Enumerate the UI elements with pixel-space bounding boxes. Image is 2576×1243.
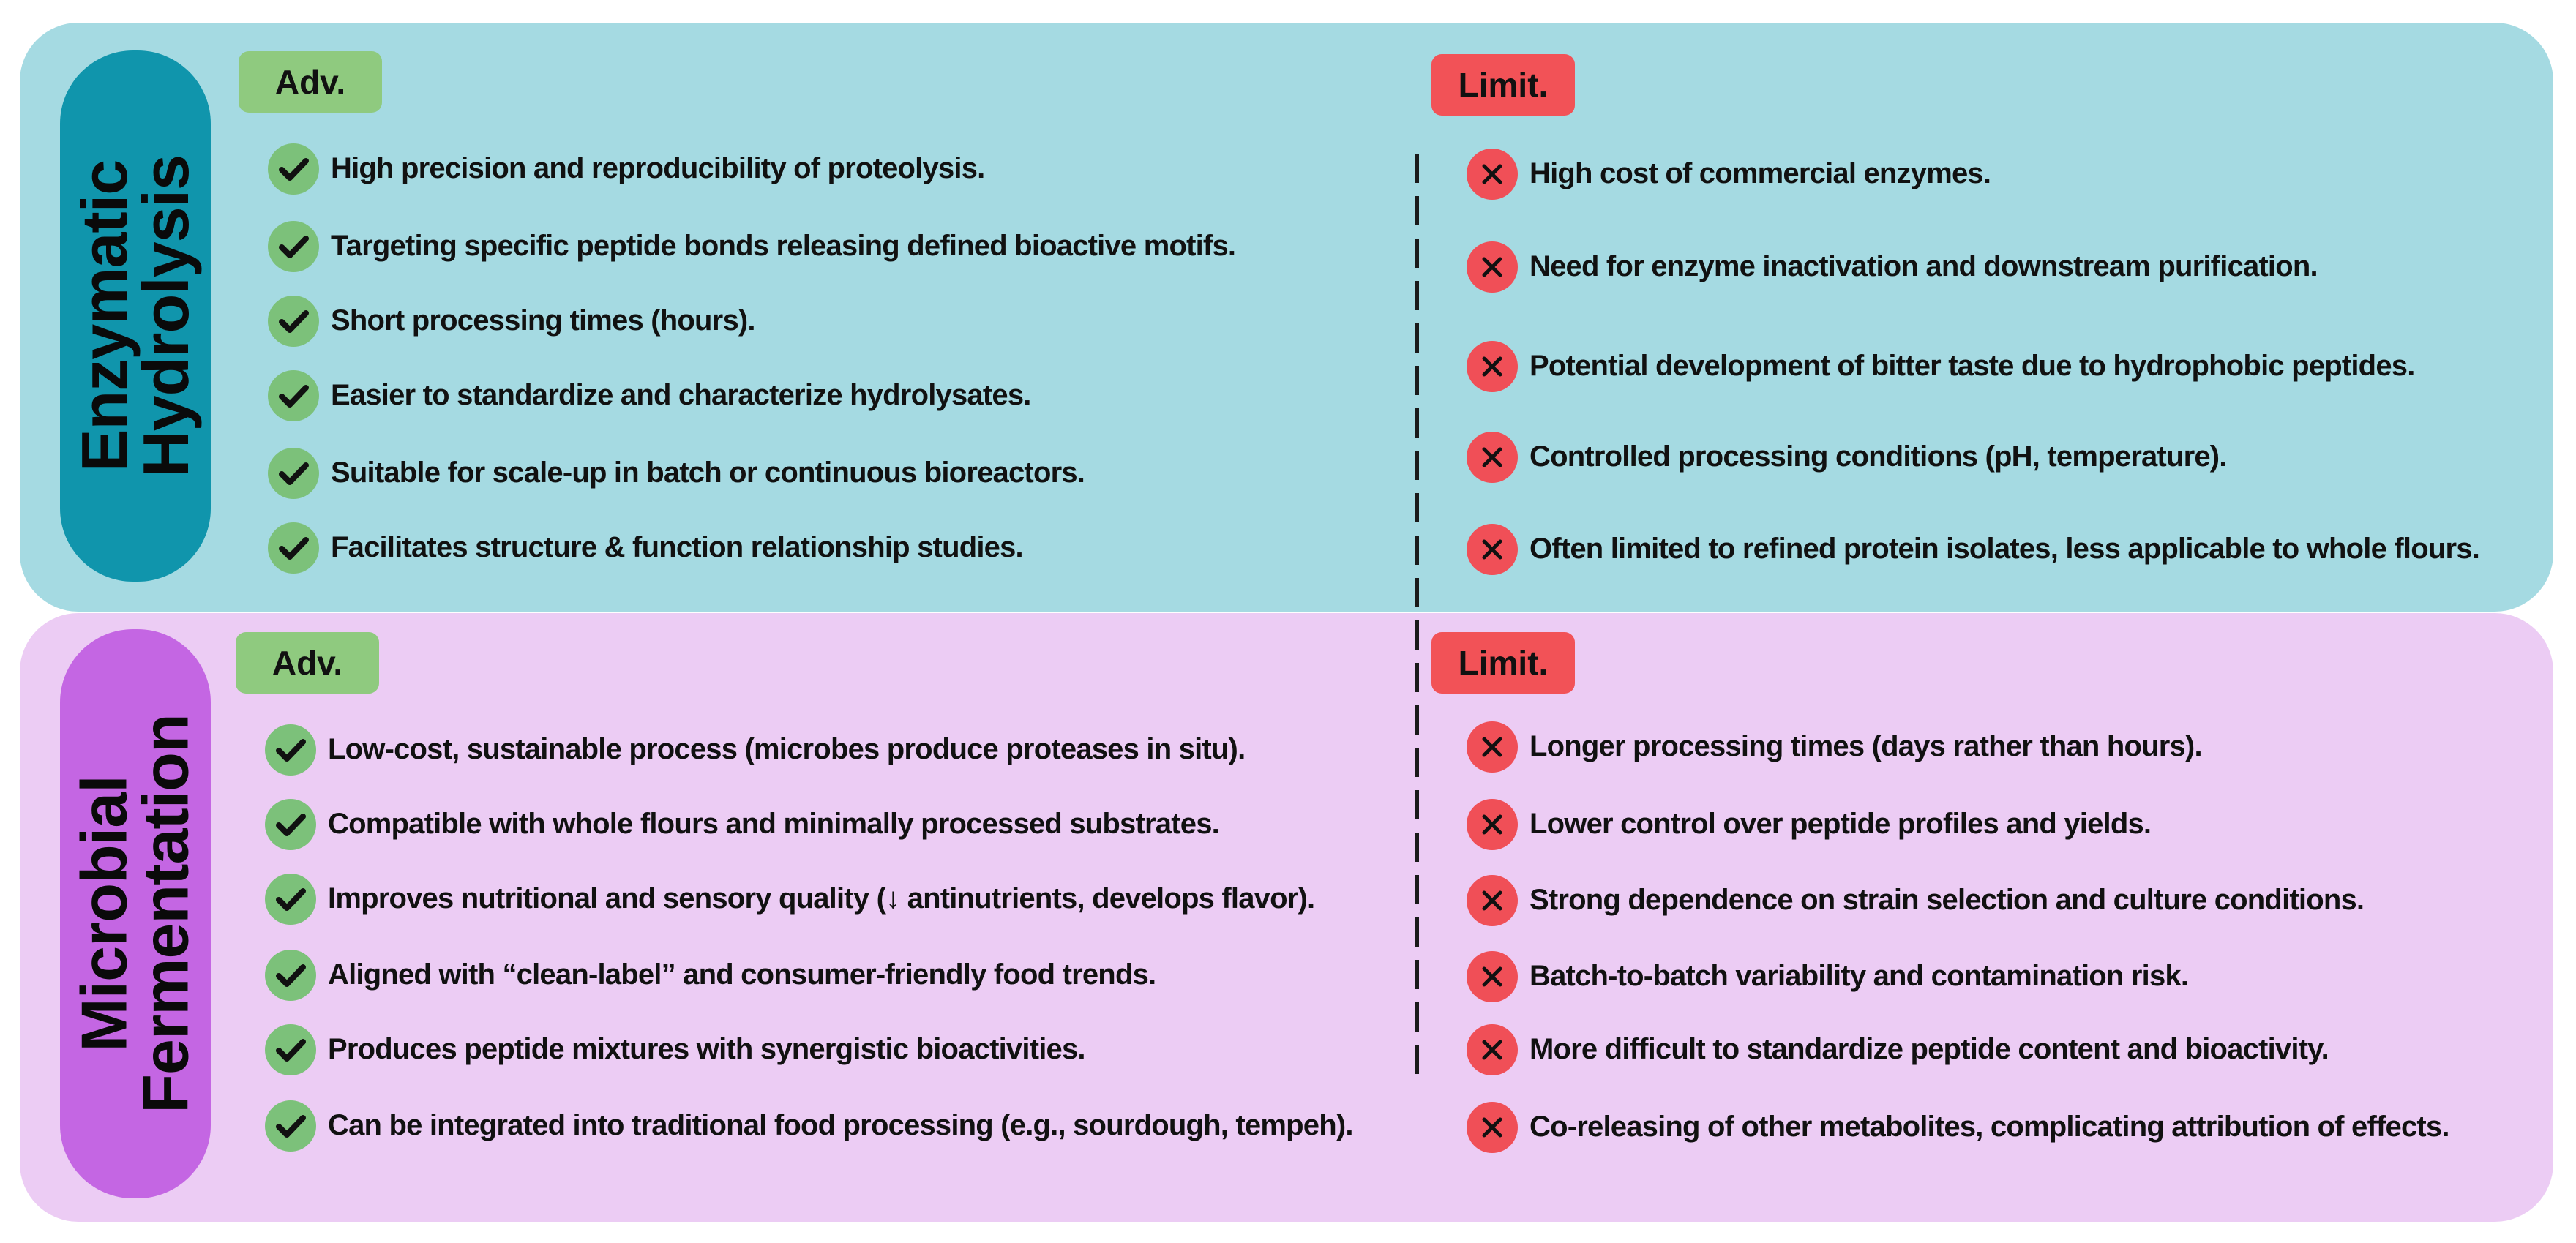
microbial-fermentation-label-pill xyxy=(60,629,211,1198)
cross-icon xyxy=(1467,1102,1518,1153)
check-icon xyxy=(265,799,316,850)
cross-icon xyxy=(1467,721,1518,773)
advantage-text: Suitable for scale-up in batch or continuous bioreactors. xyxy=(331,457,1085,489)
cross-icon xyxy=(1467,241,1518,293)
advantage-text: Can be integrated into traditional food processing (e.g., sourdough, tempeh). xyxy=(328,1109,1353,1141)
advantage-text: Improves nutritional and sensory quality (↓ antinutrients, develops flavor). xyxy=(328,882,1315,915)
limitation-text: Potential development of bitter taste due to hydrophobic peptides. xyxy=(1530,350,2415,382)
enzymatic-limit-badge: Limit. xyxy=(1431,54,1575,116)
check-icon xyxy=(265,1100,316,1152)
limitation-text: High cost of commercial enzymes. xyxy=(1530,157,1991,189)
limitation-text: More difficult to standardize peptide content and bioactivity. xyxy=(1530,1033,2329,1065)
limitation-text: Batch-to-batch variability and contamination risk. xyxy=(1530,960,2189,992)
limitation-text: Often limited to refined protein isolates, less applicable to whole flours. xyxy=(1530,533,2480,565)
check-icon xyxy=(265,1024,316,1075)
enzymatic-adv-badge: Adv. xyxy=(239,51,382,113)
check-icon xyxy=(265,874,316,925)
limitation-text: Strong dependence on strain selection and culture conditions. xyxy=(1530,884,2365,916)
cross-icon xyxy=(1467,1024,1518,1075)
advantage-text: Compatible with whole flours and minimally processed substrates. xyxy=(328,808,1219,840)
microbial-limit-badge: Limit. xyxy=(1431,632,1575,694)
advantage-text: Easier to standardize and characterize hydrolysates. xyxy=(331,379,1031,411)
cross-icon xyxy=(1467,951,1518,1002)
check-icon xyxy=(268,296,319,347)
advantage-text: Targeting specific peptide bonds releasing defined bioactive motifs. xyxy=(331,230,1236,262)
column-divider xyxy=(1412,154,1421,1075)
cross-icon xyxy=(1467,799,1518,850)
advantage-text: Produces peptide mixtures with synergistic bioactivities. xyxy=(328,1033,1085,1065)
check-icon xyxy=(268,522,319,574)
microbial-adv-badge: Adv. xyxy=(236,632,379,694)
check-icon xyxy=(268,370,319,421)
limitation-text: Longer processing times (days rather than hours). xyxy=(1530,730,2202,762)
enzymatic-hydrolysis-label-pill xyxy=(60,50,211,582)
enzymatic-hydrolysis-title: Enzymatic Hydrolysis xyxy=(68,155,202,477)
advantage-text: Short processing times (hours). xyxy=(331,304,755,337)
cross-icon xyxy=(1467,341,1518,392)
check-icon xyxy=(265,724,316,776)
limitation-text: Lower control over peptide profiles and yields. xyxy=(1530,808,2152,840)
advantage-text: High precision and reproducibility of proteolysis. xyxy=(331,152,985,184)
limitation-text: Need for enzyme inactivation and downstream purification. xyxy=(1530,250,2318,282)
microbial-fermentation-title: Microbial Fermentation xyxy=(68,714,203,1114)
advantage-text: Facilitates structure & function relationship studies. xyxy=(331,531,1023,563)
cross-icon xyxy=(1467,524,1518,575)
check-icon xyxy=(268,448,319,499)
check-icon xyxy=(265,950,316,1001)
limitation-text: Co-releasing of other metabolites, complicating attribution of effects. xyxy=(1530,1111,2449,1143)
cross-icon xyxy=(1467,149,1518,200)
limitation-text: Controlled processing conditions (pH, temperature). xyxy=(1530,440,2227,473)
advantage-text: Low-cost, sustainable process (microbes produce proteases in situ). xyxy=(328,733,1246,765)
cross-icon xyxy=(1467,875,1518,926)
check-icon xyxy=(268,221,319,272)
check-icon xyxy=(268,143,319,195)
advantage-text: Aligned with “clean-label” and consumer-friendly food trends. xyxy=(328,958,1156,991)
cross-icon xyxy=(1467,432,1518,483)
